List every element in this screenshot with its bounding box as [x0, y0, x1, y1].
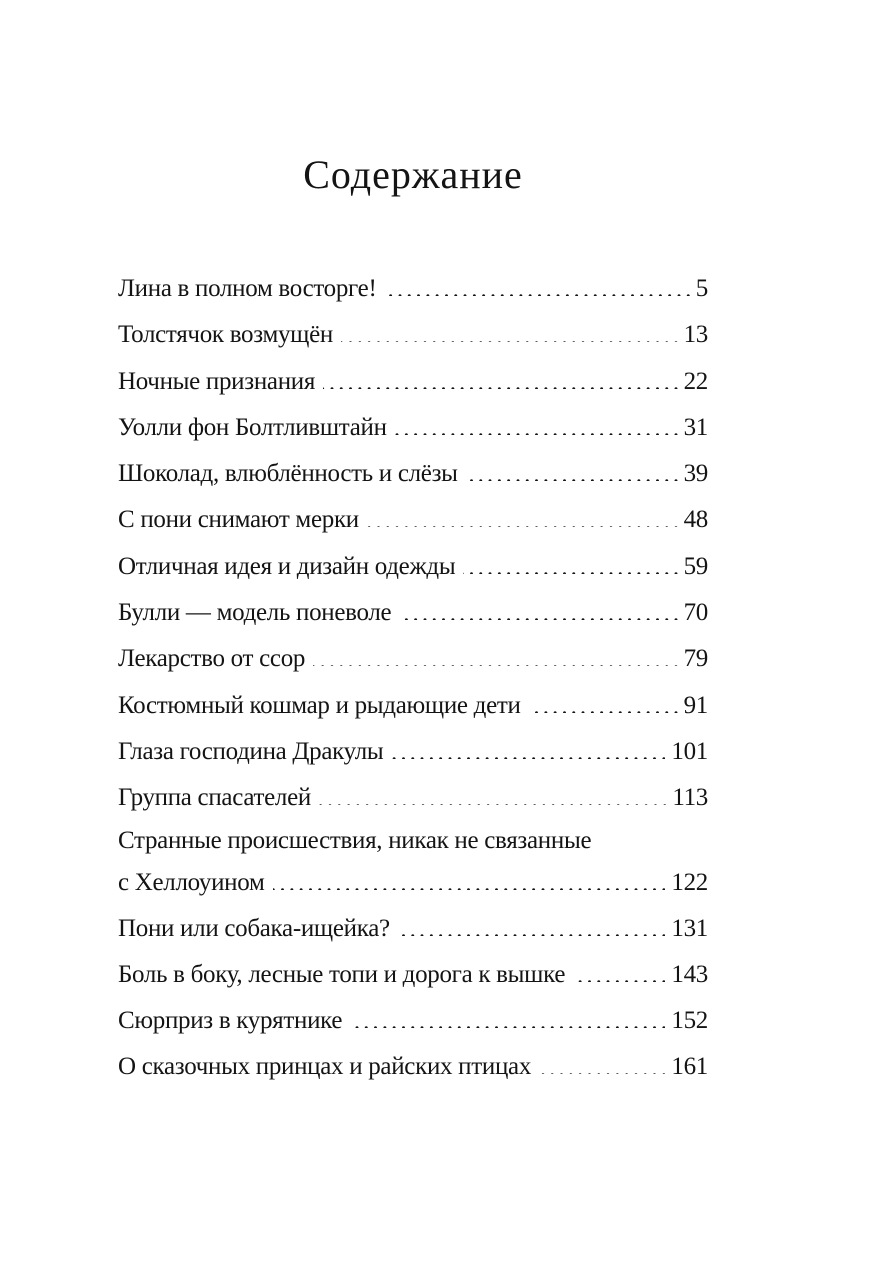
dot-leader — [573, 957, 665, 982]
toc-entry — [118, 636, 708, 682]
toc-entry — [118, 359, 708, 405]
toc-entry — [118, 405, 708, 451]
dot-leader — [273, 865, 666, 890]
dot-leader — [341, 317, 678, 342]
dot-leader — [398, 911, 666, 936]
toc-page-number: 22 — [683, 367, 708, 395]
dot-leader — [323, 364, 678, 389]
toc-entry-title: Костюмный кошмар и рыдающие дети — [118, 691, 521, 719]
toc-entry — [118, 312, 708, 358]
dot-leader — [529, 688, 678, 713]
toc-page-number: 79 — [683, 645, 708, 673]
toc-entry-title: С пони снимают мерки — [118, 506, 359, 534]
toc-entry — [118, 266, 708, 312]
dot-leader — [313, 641, 678, 666]
toc-entry-title: Шоколад, влюблённость и слёзы — [118, 460, 458, 488]
toc-page-number: 48 — [683, 506, 708, 534]
toc-entry — [118, 1044, 708, 1090]
toc-entry-title-line1: Странные происшествия, никак не связанные — [118, 826, 592, 854]
dot-leader — [463, 549, 677, 574]
dot-leader — [399, 595, 677, 620]
dot-leader — [385, 271, 690, 296]
toc-page-number: 131 — [671, 914, 708, 942]
toc-entry-title: Боль в боку, лесные топи и дорога к вышке — [118, 960, 566, 988]
toc-page-number: 70 — [683, 599, 708, 627]
toc-entry — [118, 683, 708, 729]
dot-leader — [350, 1003, 665, 1028]
toc-entry-title: Сюрприз в курятнике — [118, 1007, 343, 1035]
toc-page-number: 113 — [672, 784, 708, 812]
dot-leader — [539, 1049, 665, 1074]
dot-leader — [367, 502, 678, 527]
toc-page-number: 13 — [683, 321, 708, 349]
toc-entry-title: Пони или собака-ищейка? — [118, 914, 390, 942]
dot-leader — [395, 410, 678, 435]
toc-page-number: 122 — [671, 868, 708, 896]
dot-leader — [391, 734, 665, 759]
toc-page-number: 143 — [671, 960, 708, 988]
page-title: Содержание — [303, 152, 523, 197]
toc-page-number: 152 — [671, 1007, 708, 1035]
toc-page-number: 31 — [683, 413, 708, 441]
toc-entry-title: Толстячок возмущён — [118, 321, 333, 349]
toc-entry-title: Лина в полном восторге! — [118, 275, 377, 302]
dot-leader — [466, 456, 678, 481]
toc-page-number: 161 — [671, 1053, 708, 1081]
table-of-contents — [118, 266, 708, 1091]
toc-entry-title: Отличная идея и дизайн одежды — [118, 552, 456, 580]
toc-entry-title: Группа спасателей — [118, 784, 311, 812]
dot-leader — [319, 780, 666, 805]
toc-entry-title: Лекарство от ссор — [118, 645, 306, 673]
toc-entry — [118, 952, 708, 998]
toc-entry — [118, 497, 708, 543]
toc-entry — [118, 590, 708, 636]
toc-entry-title: Уолли фон Болтливштайн — [118, 413, 387, 441]
toc-entry-title: О сказочных принцах и райских птицах — [118, 1053, 532, 1081]
toc-entry-title: Глаза господина Дракулы — [118, 737, 384, 765]
toc-page-number: 101 — [671, 737, 708, 765]
toc-entry-title: Ночные признания — [118, 367, 316, 395]
toc-entry — [118, 906, 708, 952]
toc-page-number: 5 — [695, 275, 708, 302]
toc-page-number: 91 — [683, 691, 708, 719]
toc-page-number: 59 — [683, 552, 708, 580]
toc-entry — [118, 729, 708, 775]
toc-entry-title: Булли — модель поневоле — [118, 599, 392, 627]
toc-entry — [118, 822, 708, 906]
toc-entry — [118, 544, 708, 590]
toc-page-number: 39 — [683, 460, 708, 488]
toc-entry — [118, 775, 708, 821]
toc-entry-title-line2: с Хеллоуином — [118, 868, 265, 896]
toc-entry — [118, 998, 708, 1044]
toc-entry — [118, 451, 708, 497]
